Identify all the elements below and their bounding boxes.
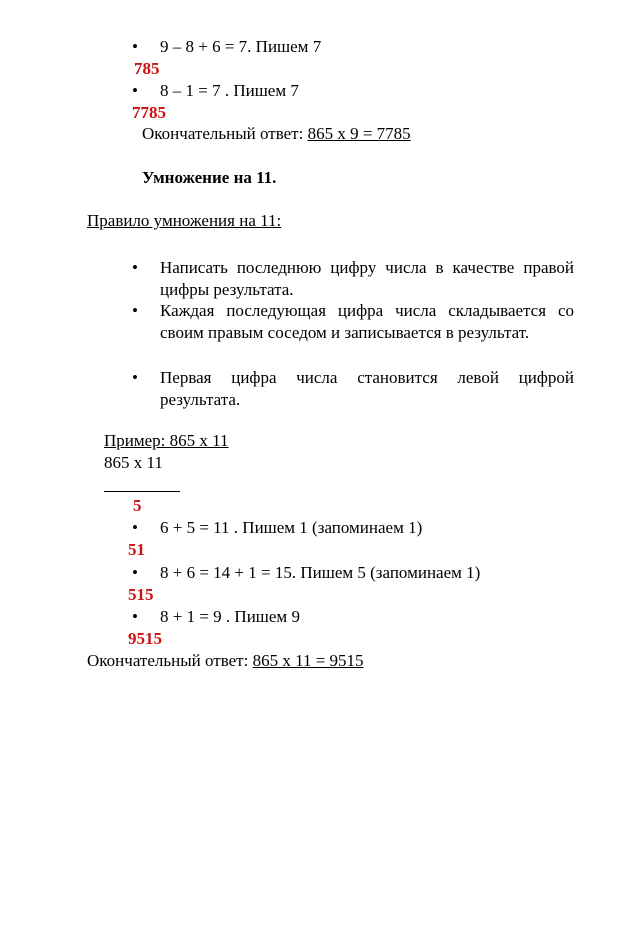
final-answer bbox=[142, 124, 411, 144]
step-line: 8 – 1 = 7 . Пишем 7 bbox=[160, 81, 299, 100]
partial-result: 9515 bbox=[128, 629, 162, 648]
bullet-marker: • bbox=[132, 368, 138, 387]
bullet-marker: • bbox=[132, 563, 138, 582]
bullet-marker: • bbox=[132, 258, 138, 277]
step-line: 6 + 5 = 11 . Пишем 1 (запоминаем 1) bbox=[160, 518, 423, 537]
final-answer-label: Окончательный ответ: bbox=[142, 124, 308, 143]
example-expression: 865 х 11 bbox=[104, 453, 163, 472]
step-line: 8 + 1 = 9 . Пишем 9 bbox=[160, 607, 300, 626]
divider-line bbox=[104, 491, 180, 492]
example-title: Пример: 865 х 11 bbox=[104, 431, 229, 450]
partial-result: 515 bbox=[128, 585, 154, 604]
rule-item: Каждая последующая цифра числа складывается со своим правым соседом и записывается в результат. bbox=[160, 301, 574, 342]
bullet-marker: • bbox=[132, 301, 138, 320]
partial-result: 785 bbox=[134, 59, 160, 78]
final-answer-value: 865 х 9 = 7785 bbox=[307, 124, 411, 143]
final-answer-label: Окончательный ответ: bbox=[87, 651, 253, 670]
final-answer-value: 865 х 11 = 9515 bbox=[252, 651, 364, 670]
section-heading: Умножение на 11. bbox=[142, 168, 277, 187]
final-answer bbox=[87, 651, 364, 671]
partial-result: 5 bbox=[133, 496, 142, 515]
rule-item: Написать последнюю цифру числа в качестве правой цифры результата. bbox=[160, 258, 574, 299]
bullet-marker: • bbox=[132, 518, 138, 537]
rule-item: Первая цифра числа становится левой цифрой результата. bbox=[160, 368, 574, 409]
bullet-marker: • bbox=[132, 607, 138, 626]
bullet-marker: • bbox=[132, 37, 138, 56]
bullet-marker: • bbox=[132, 81, 138, 100]
rule-title: Правило умножения на 11: bbox=[87, 211, 282, 230]
partial-result: 51 bbox=[128, 540, 145, 559]
step-line: 8 + 6 = 14 + 1 = 15. Пишем 5 (запоминаем 1) bbox=[160, 563, 481, 582]
step-line: 9 – 8 + 6 = 7. Пишем 7 bbox=[160, 37, 322, 56]
partial-result: 7785 bbox=[132, 103, 166, 122]
